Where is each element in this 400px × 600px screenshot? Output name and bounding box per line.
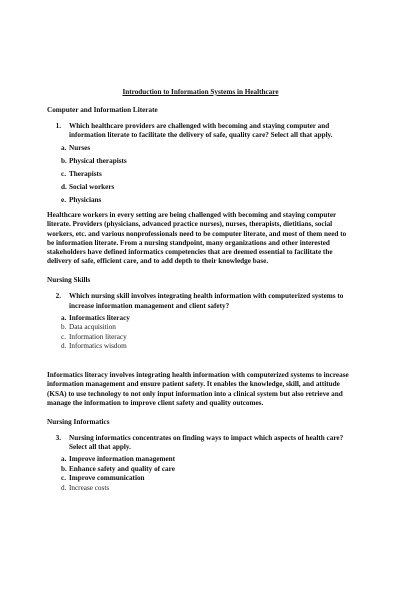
option-letter: b. bbox=[61, 323, 67, 332]
option-text: Improve communication bbox=[69, 474, 145, 483]
option-text: Nurses bbox=[69, 144, 91, 153]
option-text: Informatics wisdom bbox=[69, 342, 127, 351]
document-title: Introduction to Information Systems in Healthcare bbox=[122, 88, 279, 96]
option-item bbox=[47, 314, 354, 323]
option-text: Data acquisition bbox=[69, 323, 116, 332]
option-item bbox=[47, 342, 354, 351]
option-item bbox=[47, 474, 354, 483]
section-heading: Nursing Informatics bbox=[47, 418, 110, 427]
option-letter: b. bbox=[61, 157, 67, 166]
option-text: Physical therapists bbox=[69, 157, 127, 166]
option-text: Information literacy bbox=[69, 332, 127, 341]
option-item bbox=[47, 143, 354, 154]
rationale-paragraph: Healthcare workers in every setting are being challenged with becoming and staying computer literate. Providers (physicians, advanced practice nurses), nurses, therapists, dietitians, social workers, etc. and various nonprofessionals need to be computer literate, and most of them need to be information literate. From a nursing standpoint, many organizations and other interested stakeholders have defined informatics competencies that are deemed essential to facilitate the delivery of safe, efficient care, and to add depth to their knowledge base. bbox=[47, 211, 347, 266]
question-1 bbox=[47, 122, 354, 140]
question-text: Nursing informatics concentrates on finding ways to impact which aspects of health care? Select all that apply. bbox=[69, 434, 344, 452]
spacer bbox=[47, 357, 354, 371]
option-item bbox=[47, 195, 354, 206]
question-number: 3. bbox=[55, 434, 61, 443]
option-letter: c. bbox=[61, 169, 66, 178]
option-item bbox=[47, 182, 354, 193]
options-list bbox=[47, 455, 354, 493]
question-3 bbox=[47, 434, 354, 452]
option-item bbox=[47, 484, 354, 493]
option-letter: d. bbox=[61, 483, 67, 492]
option-letter: a. bbox=[61, 313, 67, 322]
option-letter: a. bbox=[61, 455, 67, 464]
option-item bbox=[47, 169, 354, 180]
question-2 bbox=[47, 292, 354, 310]
option-text: Improve information management bbox=[69, 455, 176, 464]
question-text: Which nursing skill involves integrating health information with computerized systems to increase information management and client safety? bbox=[69, 292, 344, 310]
option-text: Social workers bbox=[69, 182, 115, 191]
section-heading: Computer and Information Literate bbox=[47, 106, 158, 114]
option-item bbox=[47, 333, 354, 342]
option-item bbox=[47, 465, 354, 474]
option-item bbox=[47, 455, 354, 464]
option-text: Increase costs bbox=[69, 483, 110, 492]
option-letter: a. bbox=[61, 144, 67, 153]
section-heading: Nursing Skills bbox=[47, 276, 91, 285]
question-number: 1. bbox=[55, 122, 61, 130]
question-number: 2. bbox=[55, 292, 61, 301]
option-letter: c. bbox=[61, 332, 66, 341]
option-text: Physicians bbox=[69, 195, 102, 204]
option-text: Therapists bbox=[69, 169, 102, 178]
option-letter: e. bbox=[61, 195, 66, 204]
option-text: Informatics literacy bbox=[69, 313, 130, 322]
options-list bbox=[47, 143, 354, 205]
option-letter: b. bbox=[61, 464, 67, 473]
option-letter: c. bbox=[61, 474, 66, 483]
option-text: Enhance safety and quality of care bbox=[69, 464, 175, 473]
options-list bbox=[47, 314, 354, 352]
rationale-paragraph: Informatics literacy involves integrating health information with computerized systems to increase information management and ensure patient safety. It enables the knowledge, skill, and attitude (KSA) to use technology to not only input information into a clinical system but also retrieve and manage the information to improve client safety and quality outcomes. bbox=[47, 371, 349, 407]
option-item bbox=[47, 323, 354, 332]
question-text: Which healthcare providers are challenged with becoming and staying computer and information literate to facilitate the delivery of safe, quality care? Select all that apply. bbox=[69, 122, 333, 140]
option-item bbox=[47, 156, 354, 167]
option-letter: d. bbox=[61, 342, 67, 351]
option-letter: d. bbox=[61, 182, 67, 191]
